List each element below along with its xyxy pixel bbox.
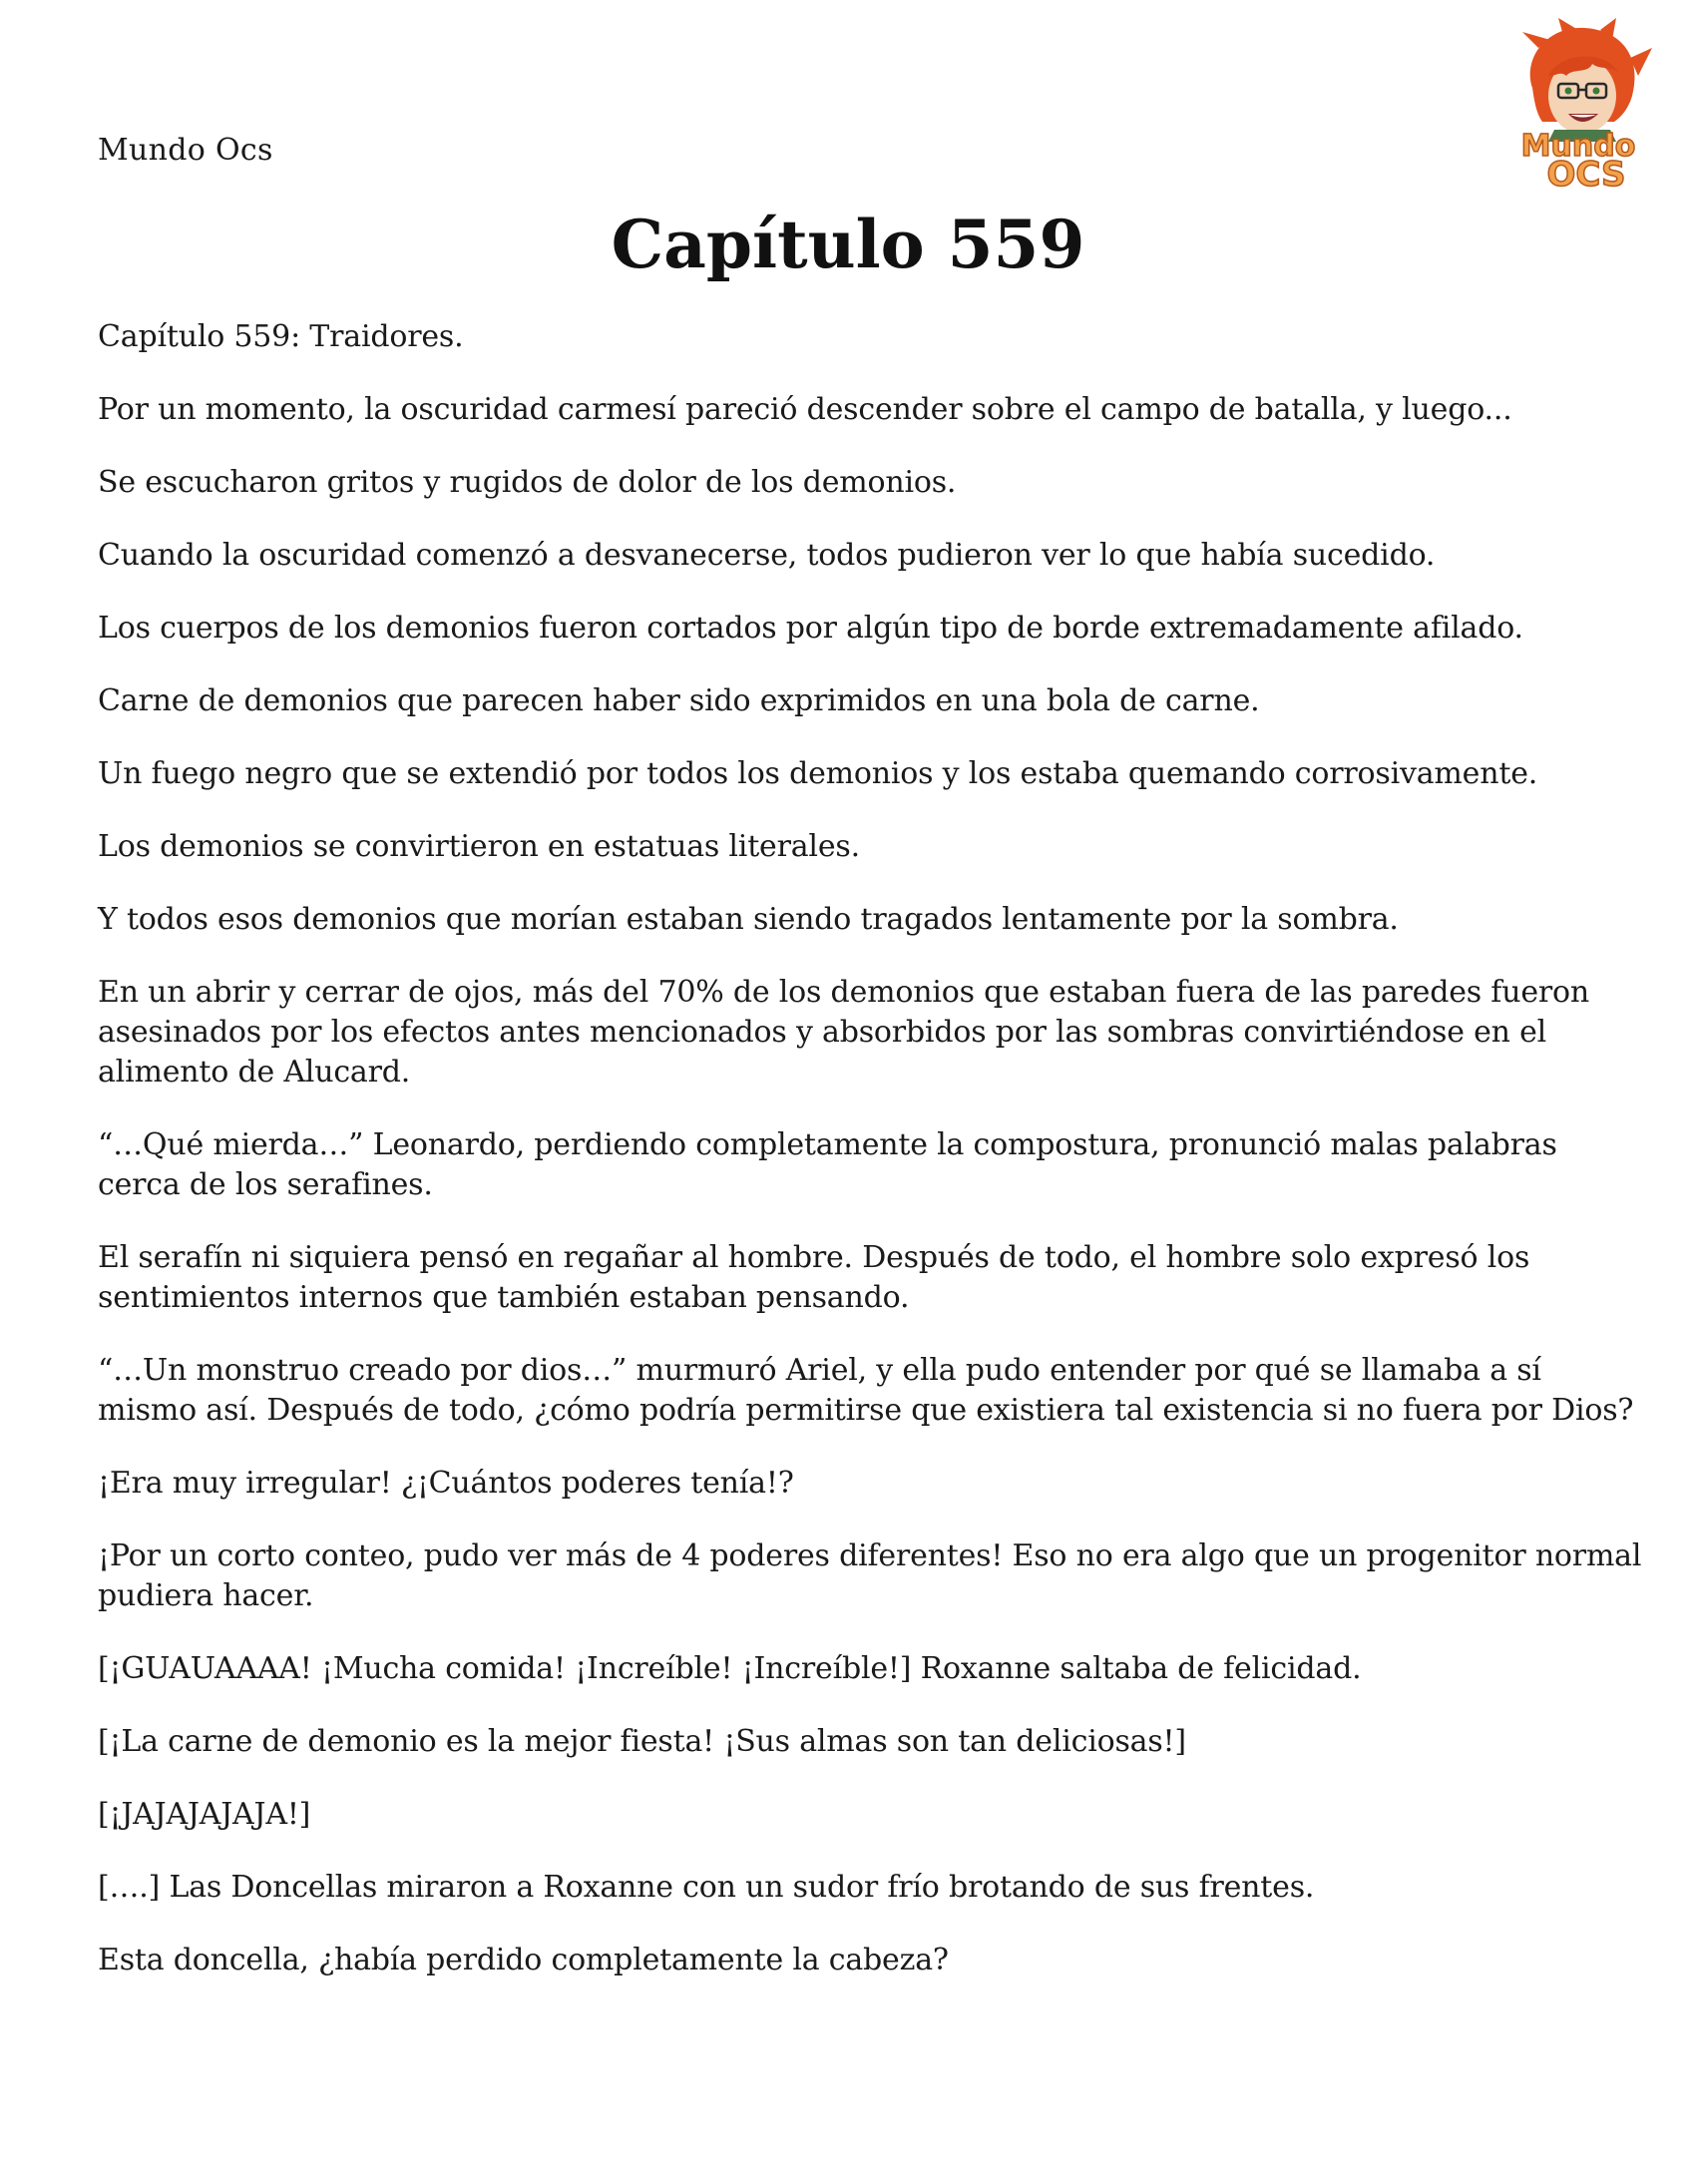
chapter-title: Capítulo 559 bbox=[611, 206, 1085, 283]
site-name: Mundo Ocs bbox=[98, 133, 273, 168]
chapter-body bbox=[98, 317, 1644, 2013]
paragraph: [¡GUAUAAAA! ¡Mucha comida! ¡Increíble! ¡Increíble!] Roxanne saltaba de felicidad. bbox=[98, 1651, 1362, 1686]
paragraph: Y todos esos demonios que morían estaban siendo tragados lentamente por la sombra. bbox=[98, 902, 1399, 937]
paragraph: “…Qué mierda…” Leonardo, perdiendo completamente la compostura, pronunció malas palabras cerca de los serafines. bbox=[98, 1127, 1557, 1202]
paragraph: ¡Era muy irregular! ¿¡Cuántos poderes tenía!? bbox=[98, 1466, 794, 1501]
mundo-ocs-logo bbox=[1492, 18, 1664, 190]
paragraph: [¡La carne de demonio es la mejor fiesta! ¡Sus almas son tan deliciosas!] bbox=[98, 1724, 1186, 1759]
logo-text-mundo: Mundo bbox=[1520, 129, 1636, 164]
logo-text-ocs: OCS bbox=[1546, 155, 1626, 190]
paragraph: Carne de demonios que parecen haber sido exprimidos en una bola de carne. bbox=[98, 683, 1260, 718]
paragraph: ¡Por un corto conteo, pudo ver más de 4 poderes diferentes! Eso no era algo que un progenitor normal pudiera hacer. bbox=[98, 1538, 1642, 1613]
paragraph: Un fuego negro que se extendió por todos los demonios y los estaba quemando corrosivamente. bbox=[98, 756, 1538, 791]
paragraph: [….] Las Doncellas miraron a Roxanne con un sudor frío brotando de sus frentes. bbox=[98, 1870, 1315, 1905]
paragraph: Por un momento, la oscuridad carmesí pareció descender sobre el campo de batalla, y luego... bbox=[98, 392, 1512, 427]
paragraph: En un abrir y cerrar de ojos, más del 70% de los demonios que estaban fuera de las paredes fueron asesinados por los efectos antes mencionados y absorbidos por las sombras convirtiéndose en el alimento de Alucard. bbox=[98, 975, 1590, 1090]
paragraph: “…Un monstruo creado por dios…” murmuró Ariel, y ella pudo entender por qué se llamaba a sí mismo así. Después de todo, ¿cómo podría permitirse que existiera tal existencia si no fuera por Dios? bbox=[98, 1353, 1634, 1428]
paragraph: El serafín ni siquiera pensó en regañar al hombre. Después de todo, el hombre solo expresó los sentimientos internos que también estaban pensando. bbox=[98, 1240, 1530, 1315]
paragraph: [¡JAJAJAJAJA!] bbox=[98, 1797, 311, 1832]
paragraph: Cuando la oscuridad comenzó a desvanecerse, todos pudieron ver lo que había sucedido. bbox=[98, 538, 1436, 573]
paragraph: Los demonios se convirtieron en estatuas literales. bbox=[98, 829, 860, 864]
paragraph: Esta doncella, ¿había perdido completamente la cabeza? bbox=[98, 1943, 949, 1977]
paragraph: Capítulo 559: Traidores. bbox=[98, 319, 464, 354]
paragraph: Se escucharon gritos y rugidos de dolor de los demonios. bbox=[98, 465, 957, 500]
paragraph: Los cuerpos de los demonios fueron cortados por algún tipo de borde extremadamente afilado. bbox=[98, 611, 1523, 646]
